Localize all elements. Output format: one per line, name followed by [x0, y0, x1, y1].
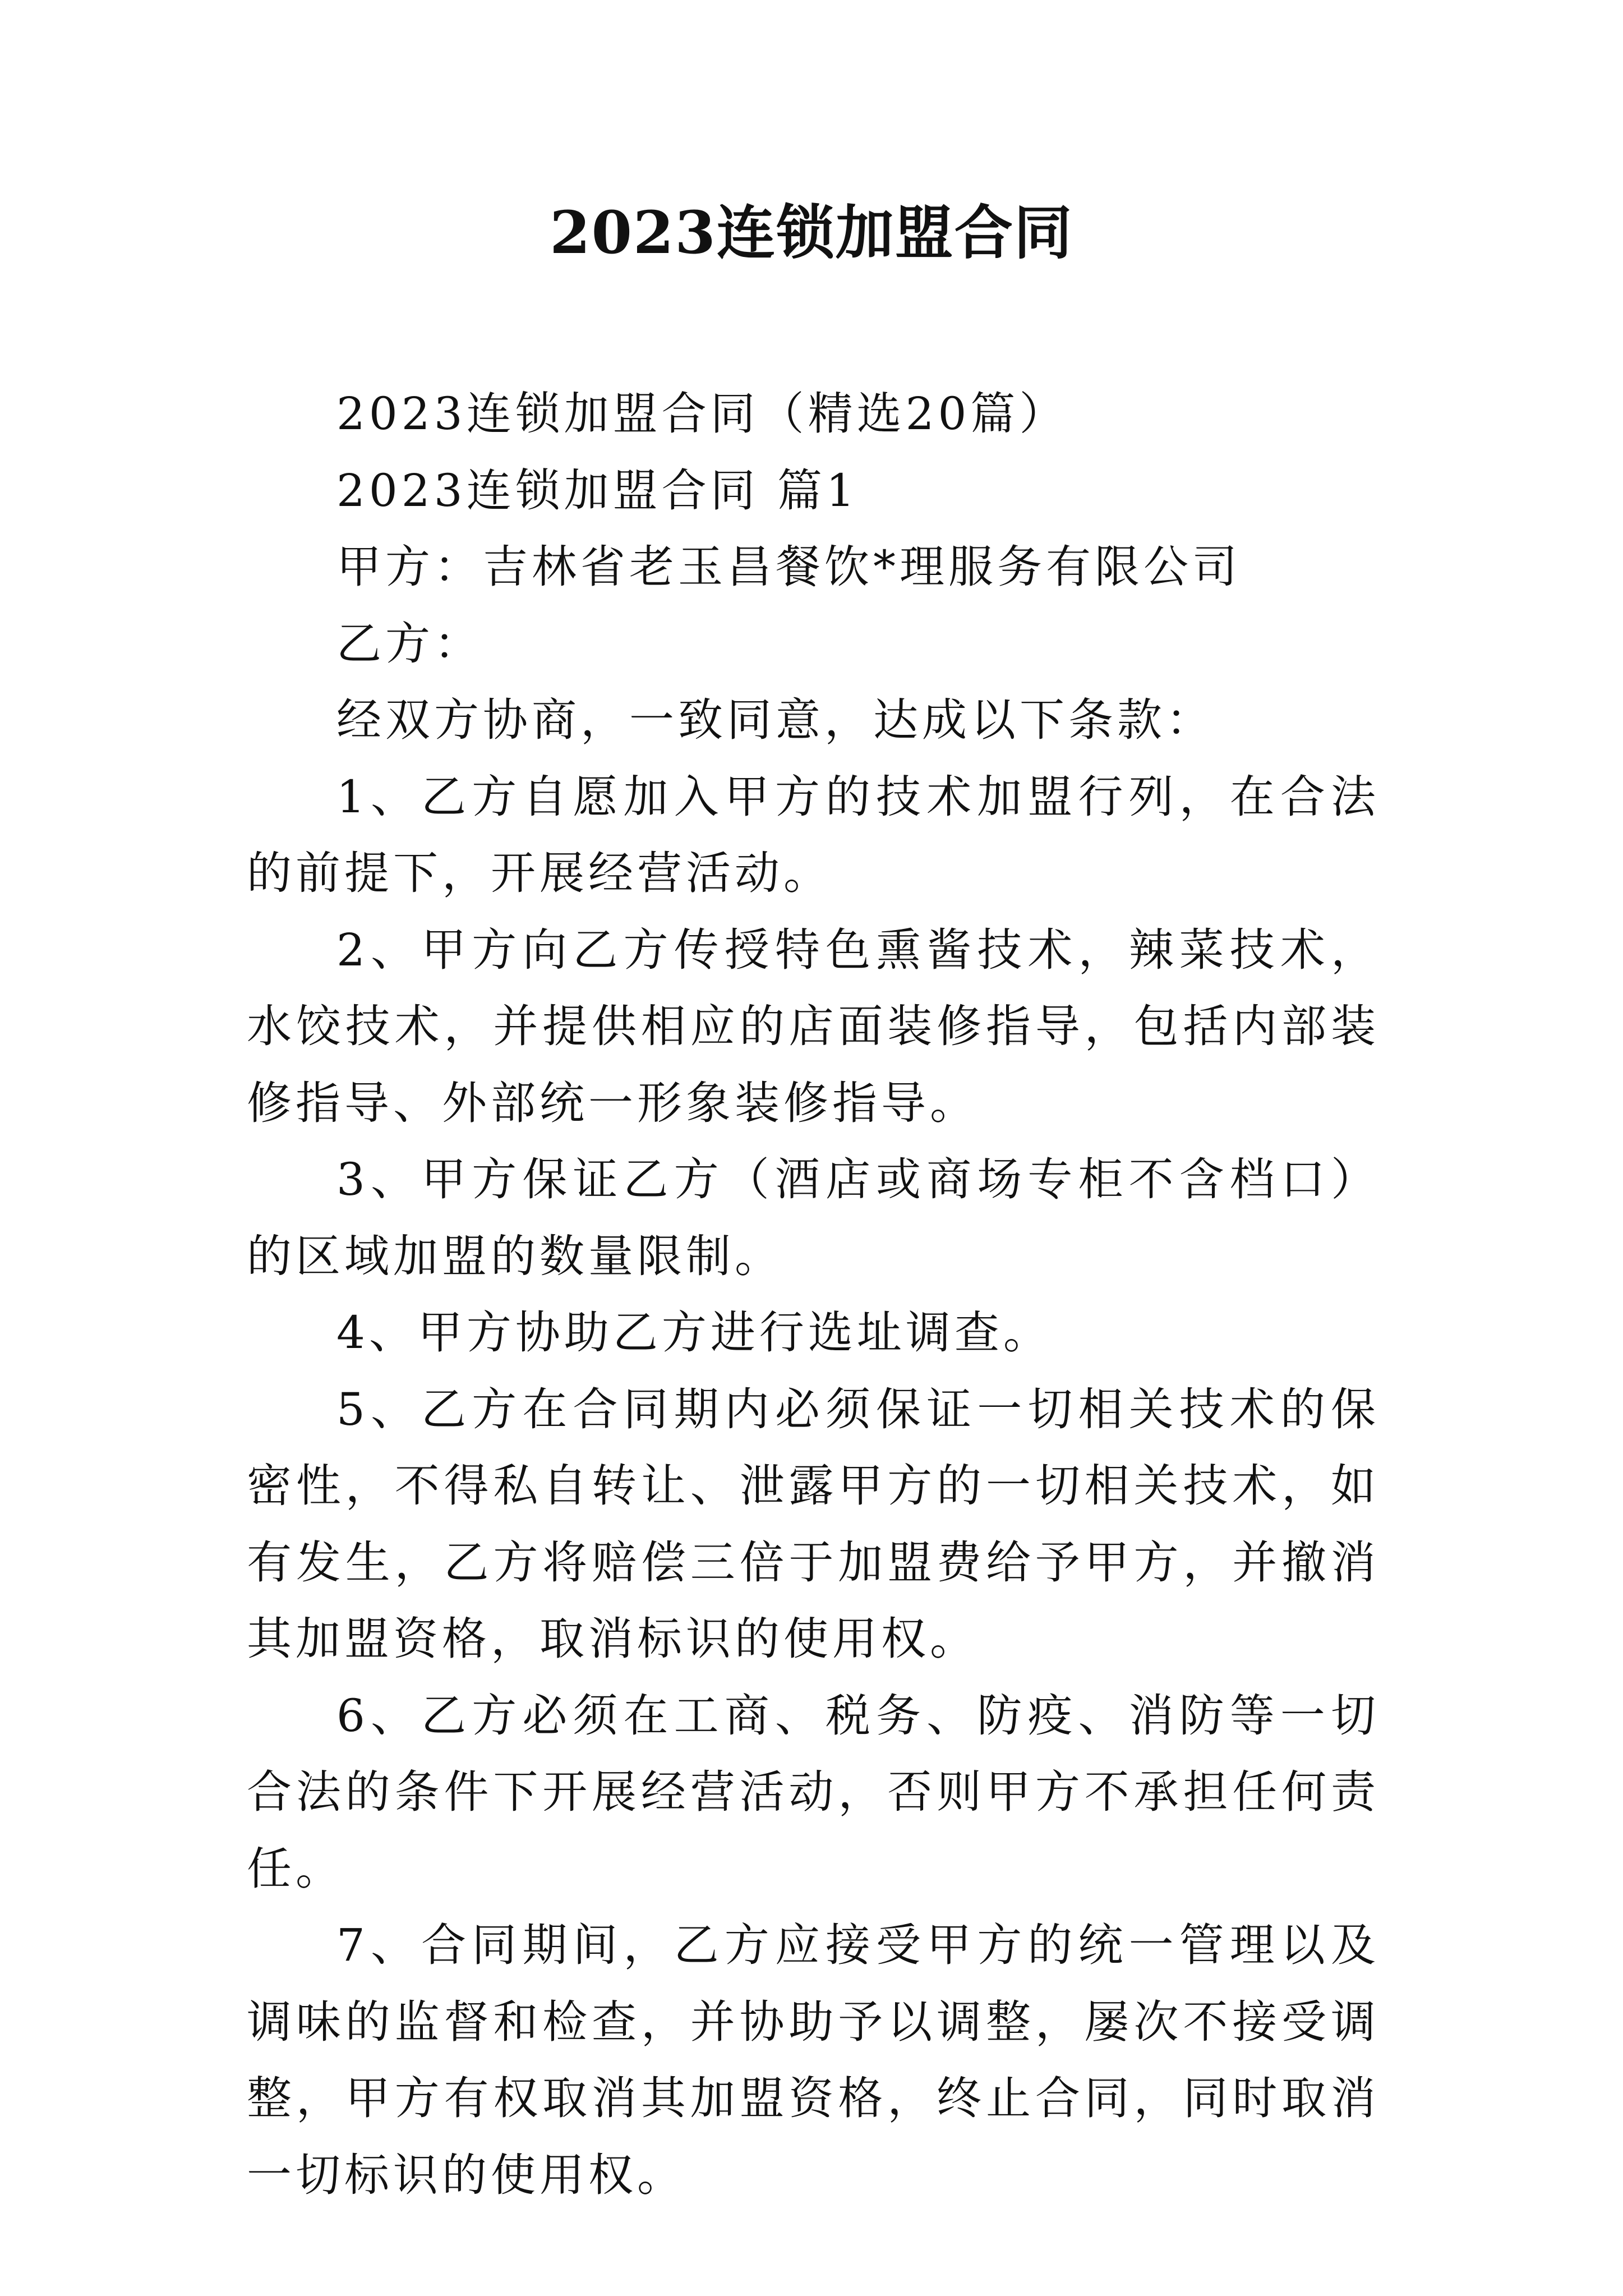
paragraph-clause-4: 4、甲方协助乙方进行选址调查。 [336, 1306, 1052, 1359]
paragraph-clause-1: 1、乙方自愿加入甲方的技术加盟行列，在合法的前提下，开展经营活动。 [247, 770, 1380, 899]
paragraph-party-a: 甲方：吉林省老玉昌餐饮*理服务有限公司 [336, 541, 1241, 593]
paragraph-subtitle: 2023连锁加盟合同（精选20篇） [336, 388, 1068, 440]
paragraph-party-b: 乙方： [336, 617, 483, 670]
document-body [247, 376, 1380, 2214]
paragraph-section-heading: 2023连锁加盟合同 篇1 [336, 464, 859, 517]
paragraph-clause-2: 2、甲方向乙方传授特色熏酱技术，辣菜技术，水饺技术，并提供相应的店面装修指导，包括内部装修指导、外部统一形象装修指导。 [247, 923, 1380, 1129]
document-title: 2023连锁加盟合同 [550, 198, 1073, 267]
paragraph-agreement-intro: 经双方协商，一致同意，达成以下条款： [336, 694, 1215, 746]
paragraph-clause-3: 3、甲方保证乙方（酒店或商场专柜不含档口）的区域加盟的数量限制。 [247, 1153, 1380, 1282]
paragraph-clause-5: 5、乙方在合同期内必须保证一切相关技术的保密性，不得私自转让、泄露甲方的一切相关技术，如有发生，乙方将赔偿三倍于加盟费给予甲方，并撤消其加盟资格，取消标识的使用权。 [247, 1383, 1380, 1665]
paragraph-clause-7: 7、合同期间，乙方应接受甲方的统一管理以及调味的监督和检查，并协助予以调整，屡次不接受调整，甲方有权取消其加盟资格，终止合同，同时取消一切标识的使用权。 [247, 1919, 1380, 2201]
paragraph-clause-6: 6、乙方必须在工商、税务、防疫、消防等一切合法的条件下开展经营活动，否则甲方不承担任何责任。 [247, 1689, 1380, 1895]
